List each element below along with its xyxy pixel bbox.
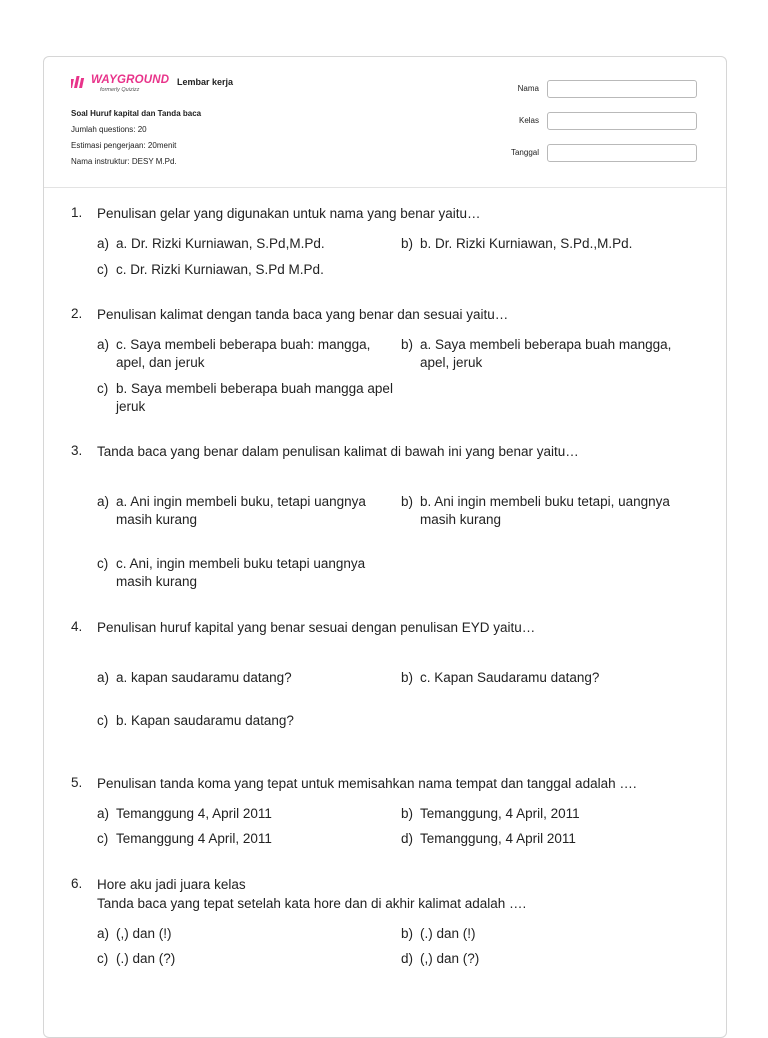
question-number: 2. — [71, 306, 83, 321]
option-letter: b) — [401, 236, 414, 251]
class-label: Kelas — [518, 116, 539, 125]
worksheet-title: Soal Huruf kapital dan Tanda baca — [71, 109, 202, 118]
question-number: 1. — [71, 205, 83, 220]
worksheet — [43, 56, 727, 1038]
option-text: Temanggung, 4 April 2011 — [420, 831, 576, 846]
option-text: Temanggung 4 April, 2011 — [116, 831, 272, 846]
option-text: a. Ani ingin membeli buku, tetapi uangnya masih kurang — [116, 494, 366, 527]
option-text: (,) dan (?) — [420, 951, 480, 966]
question-text: Penulisan tanda koma yang tepat untuk memisahkan nama tempat dan tanggal adalah …. — [97, 776, 637, 791]
option-letter: b) — [401, 926, 414, 941]
option-text: c. Kapan Saudaramu datang? — [420, 670, 600, 685]
question-text: Penulisan gelar yang digunakan untuk nama yang benar yaitu… — [97, 206, 481, 221]
instructor-name: Nama instruktur: DESY M.Pd. — [71, 157, 177, 166]
option-text: a. kapan saudaramu datang? — [116, 670, 292, 685]
option-text: b. Kapan saudaramu datang? — [116, 713, 294, 728]
option-text: a. Dr. Rizki Kurniawan, S.Pd,M.Pd. — [116, 236, 325, 251]
worksheet-info — [71, 108, 201, 172]
option-text: b. Dr. Rizki Kurniawan, S.Pd.,M.Pd. — [420, 236, 633, 251]
option-letter: b) — [401, 670, 414, 685]
name-field[interactable] — [547, 80, 697, 98]
question-number: 3. — [71, 443, 83, 458]
time-estimate: Estimasi pengerjaan: 20menit — [71, 141, 177, 150]
question-number: 4. — [71, 619, 83, 634]
question-number: 5. — [71, 775, 83, 790]
option-text: (.) dan (?) — [116, 951, 176, 966]
option-text: Temanggung, 4 April, 2011 — [420, 806, 580, 821]
option-text: (.) dan (!) — [420, 926, 476, 941]
option-text: c. Saya membeli beberapa buah: mangga, apel, dan jeruk — [116, 337, 371, 370]
option-letter: c) — [97, 951, 109, 966]
option-letter: a) — [97, 806, 110, 821]
logo-mark-icon — [71, 74, 93, 90]
logo-subtitle: formerly Quizizz — [100, 87, 140, 93]
option-letter: c) — [97, 556, 109, 571]
option-letter: c) — [97, 713, 109, 728]
option-letter: a) — [97, 337, 110, 352]
question-number: 6. — [71, 876, 83, 891]
option-text: (,) dan (!) — [116, 926, 172, 941]
logo-text: WAYGROUND — [91, 74, 170, 86]
option-text: b. Ani ingin membeli buku tetapi, uangnya masih kurang — [420, 494, 670, 527]
option-letter: b) — [401, 337, 414, 352]
option-text: b. Saya membeli beberapa buah mangga apel jeruk — [116, 381, 393, 414]
option-letter: a) — [97, 926, 110, 941]
option-letter: b) — [401, 806, 414, 821]
date-label: Tanggal — [510, 148, 539, 157]
option-letter: a) — [97, 670, 110, 685]
question-text: Penulisan kalimat dengan tanda baca yang benar dan sesuai yaitu… — [97, 307, 509, 322]
name-label: Nama — [517, 84, 539, 93]
date-field[interactable] — [547, 144, 697, 162]
question-text: Tanda baca yang benar dalam penulisan kalimat di bawah ini yang benar yaitu… — [97, 444, 579, 459]
worksheet-label: Lembar kerja — [177, 77, 234, 87]
option-letter: c) — [97, 262, 109, 277]
option-letter: d) — [401, 831, 414, 846]
question-text-line-2: Tanda baca yang tepat setelah kata hore dan di akhir kalimat adalah …. — [97, 896, 527, 911]
option-letter: c) — [97, 381, 109, 396]
question-text: Penulisan huruf kapital yang benar sesuai dengan penulisan EYD yaitu… — [97, 620, 536, 635]
option-text: a. Saya membeli beberapa buah mangga, apel, jeruk — [420, 337, 672, 370]
option-text: c. Ani, ingin membeli buku tetapi uangnya masih kurang — [116, 556, 366, 589]
option-letter: c) — [97, 831, 109, 846]
class-field[interactable] — [547, 112, 697, 130]
option-letter: b) — [401, 494, 414, 509]
option-letter: a) — [97, 494, 110, 509]
worksheet-header — [44, 57, 726, 188]
questions-count: Jumlah questions: 20 — [71, 125, 147, 134]
option-text: c. Dr. Rizki Kurniawan, S.Pd M.Pd. — [116, 262, 324, 277]
option-letter: a) — [97, 236, 110, 251]
option-letter: d) — [401, 951, 414, 966]
question-text: Hore aku jadi juara kelas — [97, 877, 246, 892]
option-text: Temanggung 4, April 2011 — [116, 806, 272, 821]
